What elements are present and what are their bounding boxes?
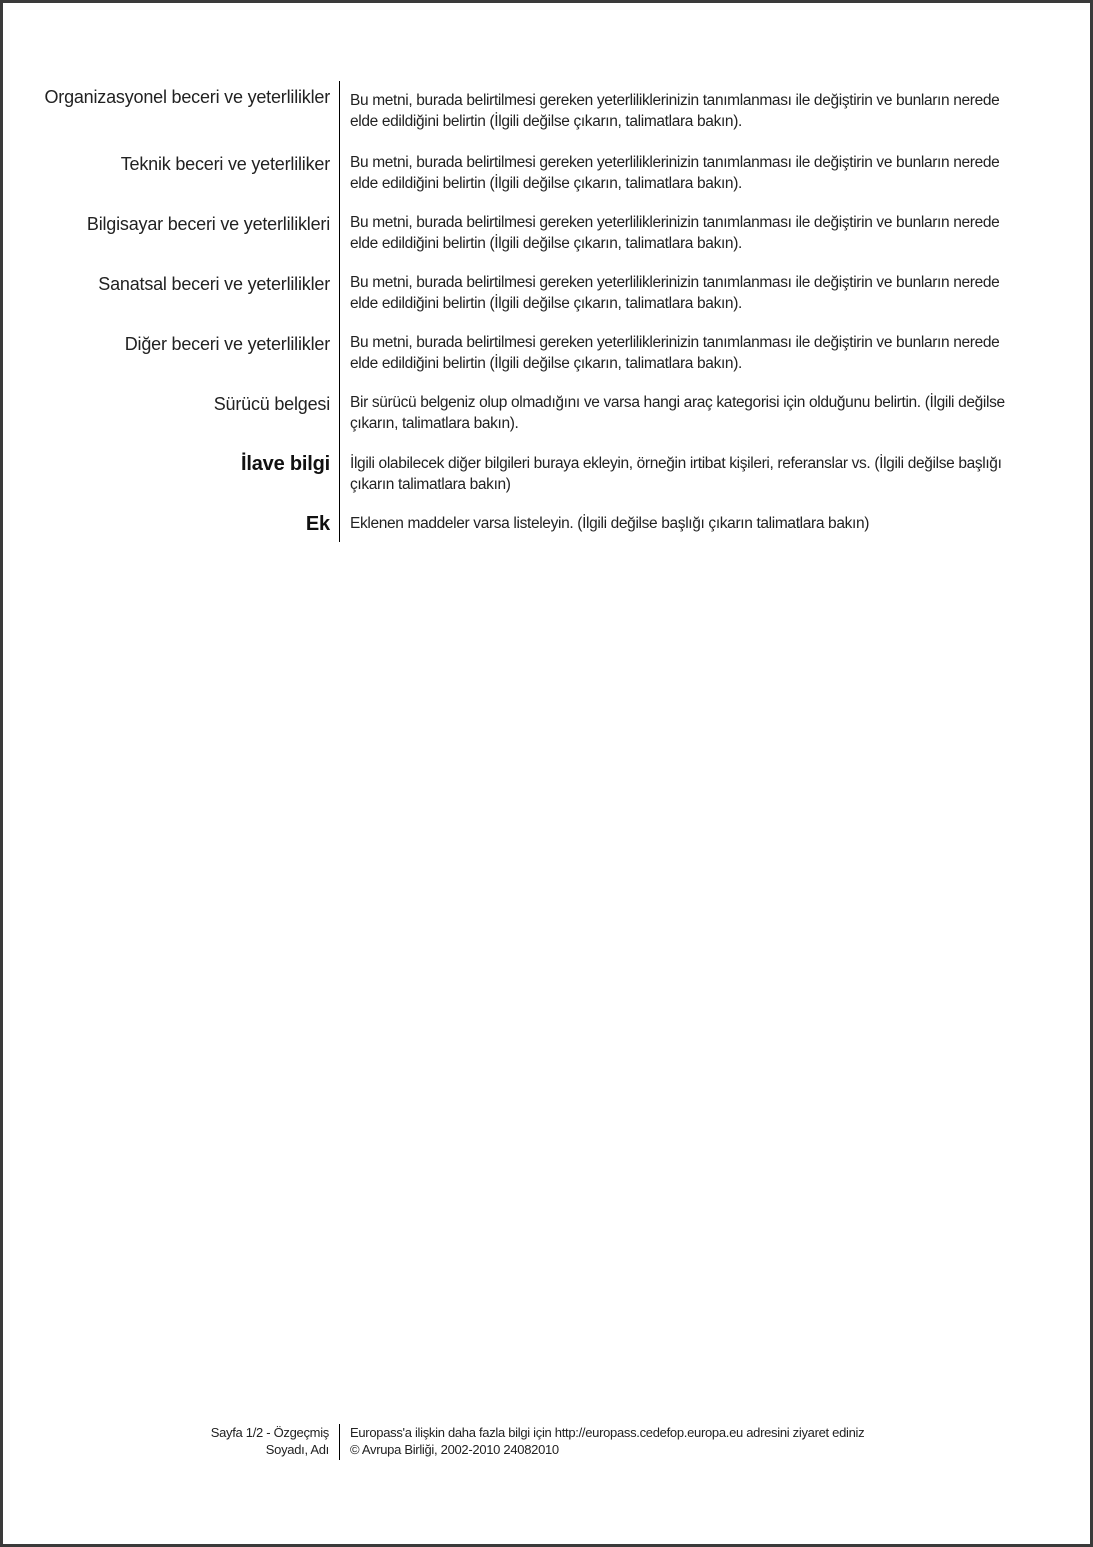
section-text: İlgili olabilecek diğer bilgileri buraya ekleyin, örneğin irtibat kişileri, referanslar vs. (İlgili değilse başlığı çıkarın talimatlara bakın) [350, 455, 1002, 493]
section-heading: Ek [305, 513, 330, 535]
section-label: Sanatsal beceri ve yeterlilikler [98, 274, 330, 294]
footer-divider [339, 1424, 340, 1460]
footer-copyright: © Avrupa Birliği, 2002-2010 24082010 [350, 1442, 559, 1457]
footer-info: Europass'a ilişkin daha fazla bilgi için http://europass.cedefop.europa.eu adresini ziyaret ediniz [350, 1425, 865, 1440]
section-text: Bu metni, burada belirtilmesi gereken yeterliliklerinizin tanımlanması ile değiştirin ve bunların nerede elde edildiğini belirtin (İlgili değilse çıkarın, talimatlara bakın). [350, 274, 1000, 312]
section-label: Organizasyonel beceri ve yeterlilikler [44, 87, 330, 107]
section-text: Bu metni, burada belirtilmesi gereken yeterliliklerinizin tanımlanması ile değiştirin ve bunların nerede elde edildiğini belirtin (İlgili değilse çıkarın, talimatlara bakın). [350, 334, 1000, 372]
page-footer [0, 1424, 1093, 1460]
section-text: Eklenen maddeler varsa listeleyin. (İlgili değilse başlığı çıkarın talimatlara bakın) [350, 515, 870, 532]
section-text: Bu metni, burada belirtilmesi gereken yeterliliklerinizin tanımlanması ile değiştirin ve bunların nerede elde edildiğini belirtin (İlgili değilse çıkarın, talimatlara bakın). [350, 92, 1000, 130]
section-text: Bu metni, burada belirtilmesi gereken yeterliliklerinizin tanımlanması ile değiştirin ve bunların nerede elde edildiğini belirtin (İlgili değilse çıkarın, talimatlara bakın). [350, 214, 1000, 252]
footer-name: Soyadı, Adı [265, 1442, 329, 1457]
footer-page-number: Sayfa 1/2 - Özgeçmiş [210, 1425, 329, 1440]
section-label: Diğer beceri ve yeterlilikler [124, 334, 330, 354]
section-label: Sürücü belgesi [213, 394, 330, 414]
section-heading: İlave bilgi [241, 453, 330, 475]
section-label: Teknik beceri ve yeterliliker [120, 154, 330, 174]
column-divider [339, 81, 340, 542]
section-label: Bilgisayar beceri ve yeterlilikleri [86, 214, 330, 234]
section-text: Bu metni, burada belirtilmesi gereken yeterliliklerinizin tanımlanması ile değiştirin ve bunların nerede elde edildiğini belirtin (İlgili değilse çıkarın, talimatlara bakın). [350, 154, 1000, 192]
section-text: Bir sürücü belgeniz olup olmadığını ve varsa hangi araç kategorisi için olduğunu belirtin. (İlgili değilse çıkarın, talimatlara bakın). [350, 394, 1005, 432]
